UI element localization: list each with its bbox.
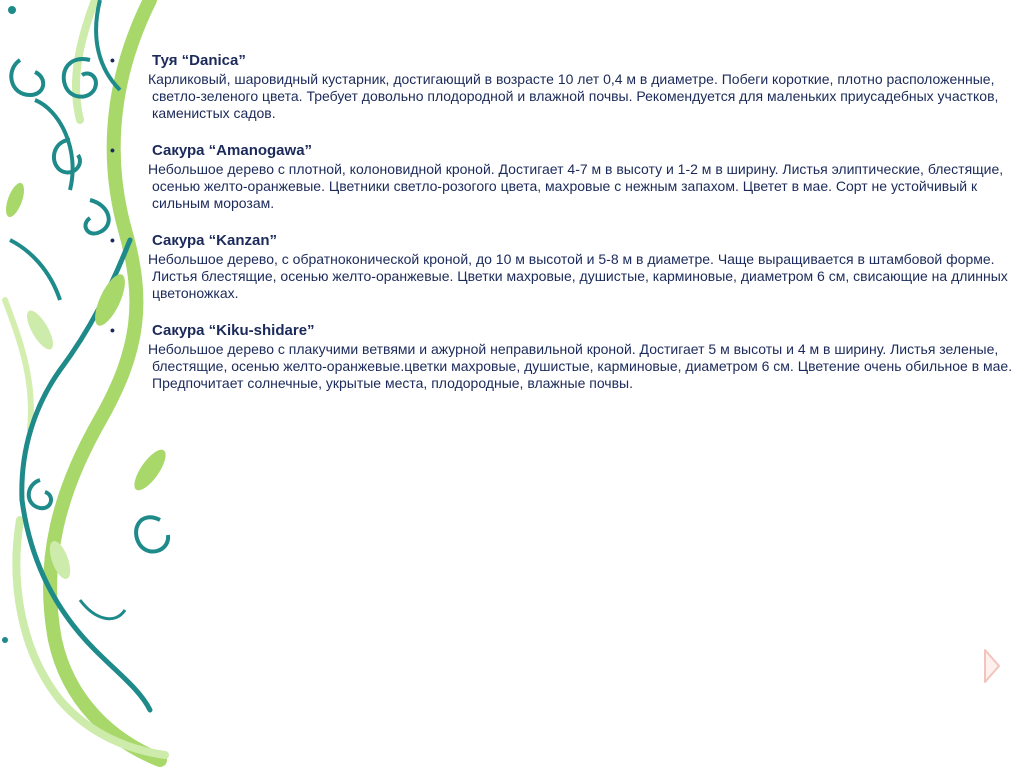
- item-description: Небольшое дерево с плакучими ветвями и ажурной неправильной кроной. Достигает 5 м высоты и 4 м в ширину. Листья зеленые, блестящие, осенью желто-оранжевые.цветки махровые, душистые, карминовые, диаметром 6 см. Цветение очень обильное в мае. Предпочитает солнечные, укрытые места, плодородные, влажные почвы.: [148, 341, 1013, 391]
- item-title: Туя “Danica”: [152, 52, 246, 69]
- item-heading: [104, 230, 1014, 251]
- item-heading: [104, 320, 1014, 341]
- list-item: [104, 140, 1014, 212]
- bullet: •: [110, 52, 115, 68]
- bullet: •: [110, 142, 115, 158]
- item-title: Сакура “Amanogawa”: [152, 142, 313, 159]
- list-item: [104, 230, 1014, 302]
- bullet: •: [110, 232, 115, 248]
- next-arrow-icon[interactable]: [982, 646, 1002, 686]
- item-heading: [104, 50, 1014, 71]
- item-heading: [104, 140, 1014, 161]
- item-description: Небольшое дерево, с обратноконической кроной, до 10 м высотой и 5-8 м в диаметре. Чаще выращивается в штамбовой форме. Листья блестящие, осенью желто-оранжевые. Цветки махровые, душистые, карминовые, диаметром 6 см, свисающие на длинных цветоножках.: [148, 251, 1008, 301]
- item-description: Небольшое дерево с плотной, колоновидной кроной. Достигает 4-7 м в высоту и 1-2 м в ширину. Листья элиптические, блестящие, осенью желто-оранжевые. Цветники светло-розогого цвета, махровые с нежным запахом. Цветет в мае. Сорт не устойчивый к сильным морозам.: [148, 161, 1004, 211]
- content-area: [104, 50, 1014, 410]
- item-description: Карликовый, шаровидный кустарник, достигающий в возрасте 10 лет 0,4 м в диаметре. Побеги короткие, плотно расположенные, светло-зеленого цвета. Требует довольно плодородной и влажной почвы. Рекомендуется для маленьких приусадебных участков, каменистых садов.: [148, 71, 999, 121]
- list-item: [104, 50, 1014, 122]
- list-item: [104, 320, 1014, 392]
- bullet: •: [110, 322, 115, 338]
- item-title: Сакура “Kanzan”: [152, 232, 278, 249]
- item-title: Сакура “Kiku-shidare”: [152, 322, 315, 339]
